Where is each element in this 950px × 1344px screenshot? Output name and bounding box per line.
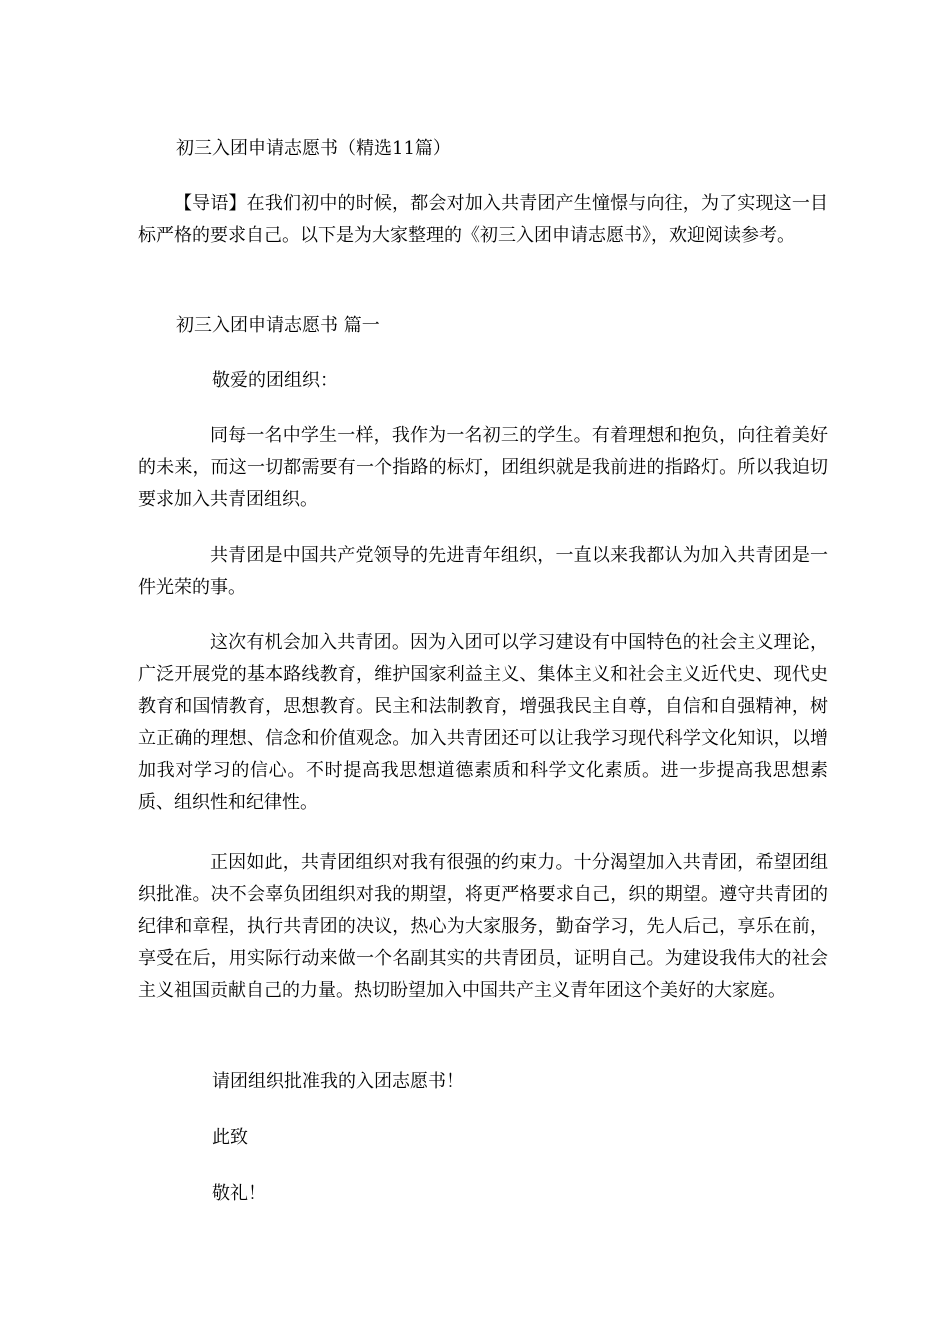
body-paragraph-1: 同每一名中学生一样，我作为一名初三的学生。有着理想和抱负，向往着美好的未来，而这一切都需要有一个指路的标灯，团组织就是我前进的指路灯。所以我迫切要求加入共青团组织。 [138, 425, 828, 510]
intro-paragraph: 【导语】在我们初中的时候，都会对加入共青团产生憧憬与向往，为了实现这一目标严格的要求自己。以下是为大家整理的《初三入团申请志愿书》，欢迎阅读参考。 [138, 193, 828, 246]
body-paragraph-4: 正因如此，共青团组织对我有很强的约束力。十分渴望加入共青团，希望团组织批准。决不会辜负团组织对我的期望，将更严格要求自己，织的期望。遵守共青团的纪律和章程，执行共青团的决议，热心为大家服务，勤奋学习，先人后己，享乐在前，享受在后，用实际行动来做一个名副其实的共青团员，证明自己。为建设我伟大的社会主义祖国贡献自己的力量。热切盼望加入中国共产主义青年团这个美好的大家庭。 [138, 852, 828, 1001]
closing-request: 请团组织批准我的入团志愿书！ [212, 1071, 464, 1092]
closing-jingli: 敬礼！ [212, 1183, 266, 1204]
section-heading: 初三入团申请志愿书 篇一 [176, 315, 380, 336]
document-title: 初三入团申请志愿书（精选11篇） [176, 138, 451, 159]
closing-cizhi: 此致 [212, 1127, 248, 1148]
salutation: 敬爱的团组织： [212, 370, 338, 391]
body-paragraph-2: 共青团是中国共产党领导的先进青年组织，一直以来我都认为加入共青团是一件光荣的事。 [138, 545, 828, 598]
body-paragraph-3: 这次有机会加入共青团。因为入团可以学习建设有中国特色的社会主义理论，广泛开展党的基本路线教育，维护国家利益主义、集体主义和社会主义近代史、现代史教育和国情教育，思想教育。民主和法制教育，增强我民主自尊，自信和自强精神，树立正确的理想、信念和价值观念。加入共青团还可以让我学习现代科学文化知识，以增加我对学习的信心。不时提高我思想道德素质和科学文化素质。进一步提高我思想素质、组织性和纪律性。 [138, 632, 828, 813]
